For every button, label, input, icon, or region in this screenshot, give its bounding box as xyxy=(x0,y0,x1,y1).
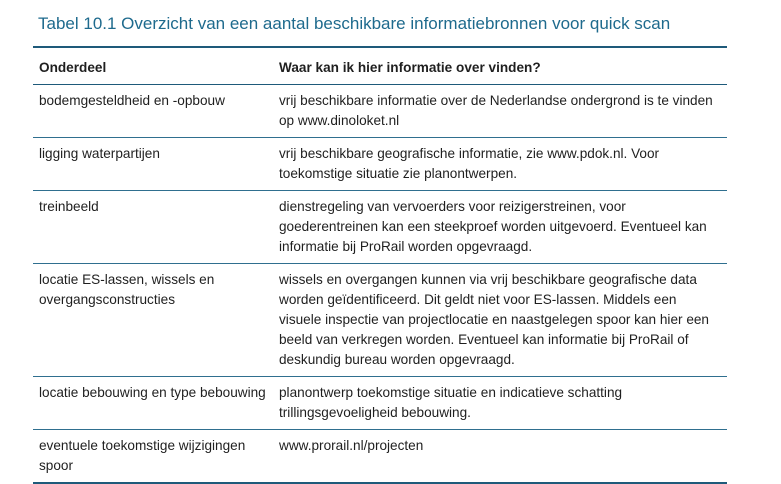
cell-onderdeel: locatie bebouwing en type bebouwing xyxy=(33,377,273,430)
table-row xyxy=(33,264,727,377)
table-header-row xyxy=(33,47,727,85)
cell-onderdeel: bodemgesteldheid en -opbouw xyxy=(33,85,273,138)
table-caption: Tabel 10.1 Overzicht van een aantal beschikbare informatiebronnen voor quick scan xyxy=(38,14,671,33)
cell-bron: vrij beschikbare geografische informatie, zie www.pdok.nl. Voor toekomstige situatie zie planontwerpen. xyxy=(273,138,727,191)
cell-bron: dienstregeling van vervoerders voor reizigerstreinen, voor goederentreinen kan een steekproef worden uitgevoerd. Eventueel kan informatie bij ProRail worden opgevraagd. xyxy=(273,191,727,264)
table-row xyxy=(33,138,727,191)
cell-bron: www.prorail.nl/projecten xyxy=(273,430,727,484)
cell-onderdeel: eventuele toekomstige wijzigingen spoor xyxy=(33,430,273,484)
cell-bron: vrij beschikbare informatie over de Nederlandse ondergrond is te vinden op www.dinoloket.nl xyxy=(273,85,727,138)
table-row xyxy=(33,85,727,138)
cell-onderdeel: ligging waterpartijen xyxy=(33,138,273,191)
information-sources-table xyxy=(33,46,727,484)
header-informatie: Waar kan ik hier informatie over vinden? xyxy=(273,47,727,85)
header-onderdeel: Onderdeel xyxy=(33,47,273,85)
cell-bron: planontwerp toekomstige situatie en indicatieve schatting trillingsgevoeligheid bebouwing. xyxy=(273,377,727,430)
cell-onderdeel: treinbeeld xyxy=(33,191,273,264)
table-row xyxy=(33,377,727,430)
table-row xyxy=(33,191,727,264)
cell-onderdeel: locatie ES-lassen, wissels en overgangsconstructies xyxy=(33,264,273,377)
cell-bron: wissels en overgangen kunnen via vrij beschikbare geografische data worden geïdentificeerd. Dit geldt niet voor ES-lassen. Middels een visuele inspectie van projectlocatie en naastgelegen spoor kan hier een beeld van verkregen worden. Eventueel kan informatie bij ProRail of deskundig bureau worden opgevraagd. xyxy=(273,264,727,377)
